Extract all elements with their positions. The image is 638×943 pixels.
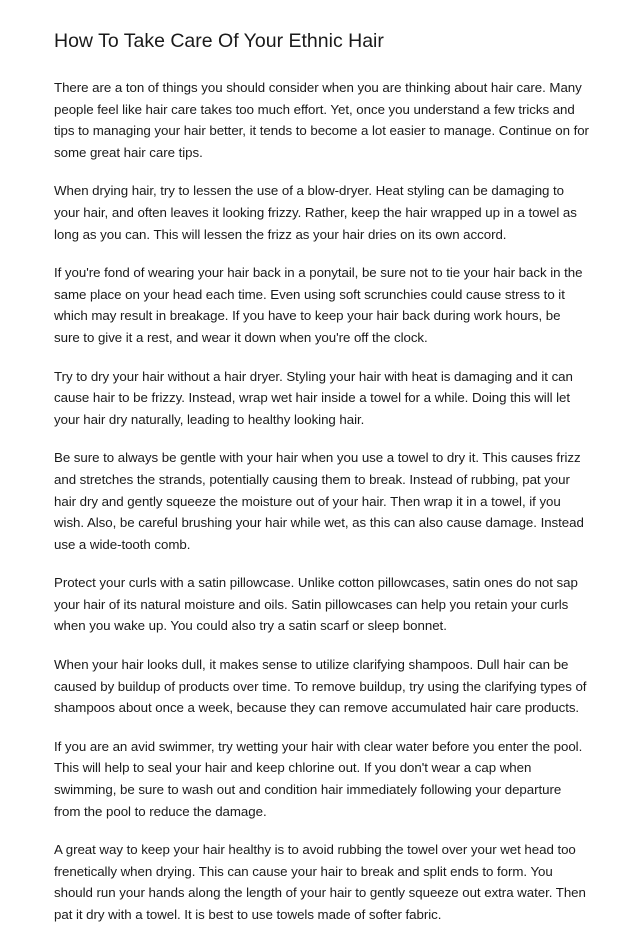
paragraph-6: Protect your curls with a satin pillowcase. Unlike cotton pillowcases, satin ones do not sap your hair of its natural moisture and oils. Satin pillowcases can help you retain your curls when you wake up. You could also try a satin scarf or sleep bonnet. [54,575,578,634]
paragraph-3: If you're fond of wearing your hair back in a ponytail, be sure not to tie your hair back in the same place on your head each time. Even using soft scrunchies could cause stress to it which may result in breakage. If you have to keep your hair back during work hours, be sure to give it a rest, and wear it down when you're off the clock. [54,265,583,345]
paragraph-5: Be sure to always be gentle with your hair when you use a towel to dry it. This causes frizz and stretches the strands, potentially causing them to break. Instead of rubbing, pat your hair dry and gently squeeze the moisture out of your hair. Then wrap it in a towel, if you wish. Also, be careful brushing your hair while wet, as this can also cause damage. Instead use a wide-tooth comb. [54,450,584,552]
paragraph-9: A great way to keep your hair healthy is to avoid rubbing the towel over your wet head too frenetically when drying. This can cause your hair to break and split ends to form. You should run your hands along the length of your hair to gently squeeze out extra water. Then pat it dry with a towel. It is best to use towels made of softer fabric. [54,842,586,922]
document-title: How To Take Care Of Your Ethnic Hair [54,30,384,52]
paragraph-1: There are a ton of things you should consider when you are thinking about hair care. Many people feel like hair care takes too much effort. Yet, once you understand a few tricks and tips to managing your hair better, it tends to become a lot easier to manage. Continue on for some great hair care tips. [54,80,589,160]
paragraph-4: Try to dry your hair without a hair dryer. Styling your hair with heat is damaging and it can cause hair to be frizzy. Instead, wrap wet hair inside a towel for a while. Doing this will let your hair dry naturally, leading to healthy looking hair. [54,368,573,427]
document-page [54,28,589,943]
paragraph-8: If you are an avid swimmer, try wetting your hair with clear water before you enter the pool. This will help to seal your hair and keep chlorine out. If you don't wear a cap when swimming, be sure to wash out and condition hair immediately following your departure from the pool to reduce the damage. [54,738,583,819]
paragraph-7: When your hair looks dull, it makes sense to utilize clarifying shampoos. Dull hair can be caused by buildup of products over time. To remove buildup, try using the clarifying types of shampoos about once a week, because they can remove accumulated hair care products. [54,657,587,716]
paragraph-2: When drying hair, try to lessen the use of a blow-dryer. Heat styling can be damaging to your hair, and often leaves it looking frizzy. Rather, keep the hair wrapped up in a towel as long as you can. This will lessen the frizz as your hair dries on its own accord. [54,183,577,242]
